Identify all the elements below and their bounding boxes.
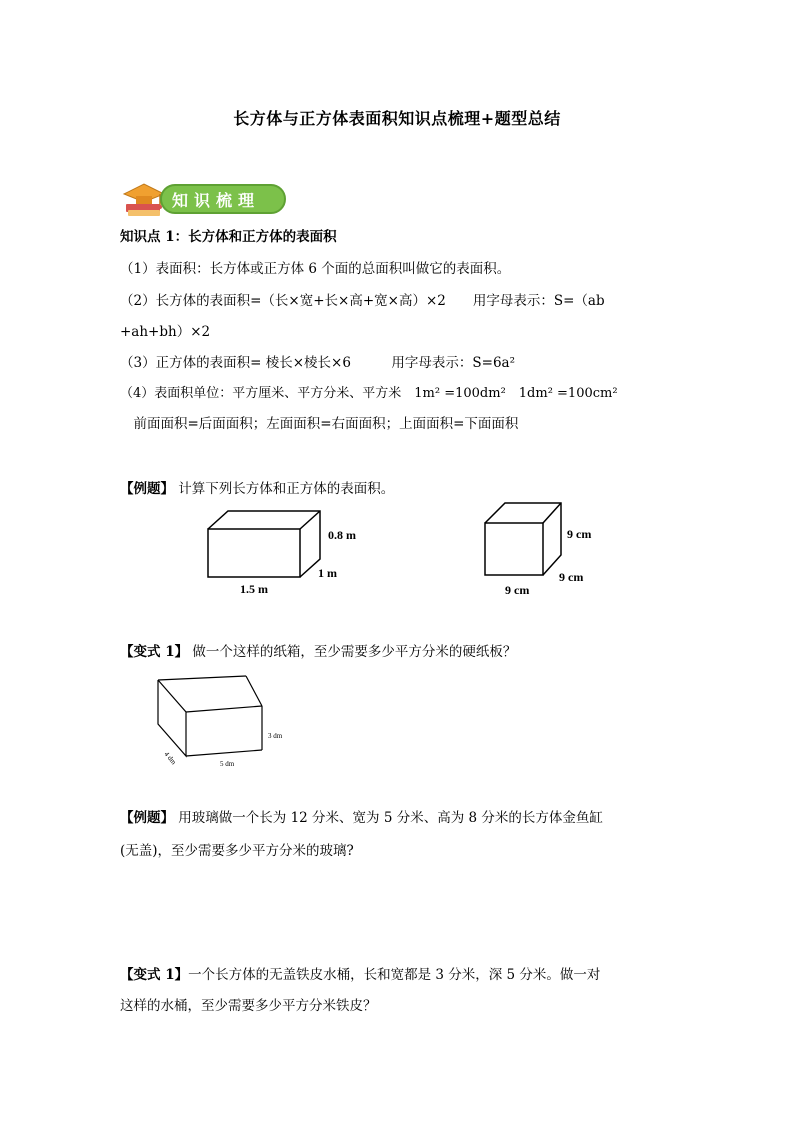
example-2-text: 用玻璃做一个长为 12 分米、宽为 5 分米、高为 8 分米的长方体金鱼缸: [174, 810, 603, 826]
variant-2-text: 一个长方体的无盖铁皮水桶，长和宽都是 3 分米，深 5 分米。做一对: [188, 967, 601, 983]
cube-figure: [475, 495, 615, 605]
box-height-label: 3 dm: [268, 732, 283, 740]
example-2-tag: 【例题】: [120, 810, 174, 826]
knowledge-line-6: 前面面积=后面面积；左面面积=右面面积；上面面积=下面面积: [120, 416, 519, 432]
knowledge-line-2: （2）长方体的表面积=（长×宽+长×高+宽×高）×2 用字母表示：S=（ab: [120, 293, 605, 309]
box-length-label: 5 dm: [220, 760, 235, 768]
example-text: 计算下列长方体和正方体的表面积。: [174, 481, 395, 497]
variant-2-tag: 【变式 1】: [120, 967, 189, 983]
knowledge-line-3: +ah+bh）×2: [120, 324, 211, 340]
knowledge-badge: [120, 180, 290, 220]
knowledge-line-4: （3）正方体的表面积= 棱长×棱长×6 用字母表示：S=6a²: [120, 355, 516, 371]
variant-tag: 【变式 1】: [120, 644, 189, 660]
cuboid-figure: [200, 505, 380, 605]
cuboid-width-label: 1 m: [318, 566, 337, 580]
example-tag: 【例题】: [120, 481, 174, 497]
cube-height-label: 9 cm: [567, 527, 592, 541]
knowledge-heading: 知识点 1：长方体和正方体的表面积: [120, 229, 337, 245]
cuboid-length-label: 1.5 m: [240, 582, 268, 596]
cube-width-label: 9 cm: [559, 570, 584, 584]
cuboid-height-label: 0.8 m: [328, 528, 356, 542]
box-figure: [150, 668, 300, 778]
cube-length-label: 9 cm: [505, 583, 530, 597]
knowledge-line-1: （1）表面积：长方体或正方体 6 个面的总面积叫做它的表面积。: [120, 261, 511, 277]
example-2-line-2: (无盖)，至少需要多少平方分米的玻璃?: [120, 843, 354, 859]
knowledge-line-5: （4）表面积单位：平方厘米、平方分米、平方米 1m² =100dm² 1dm² =100cm²: [120, 386, 618, 401]
example-1: [120, 481, 394, 497]
variant-1: [120, 644, 516, 660]
variant-text: 做一个这样的纸箱，至少需要多少平方分米的硬纸板？: [188, 644, 517, 660]
box-depth-label: 4 dm: [162, 750, 178, 767]
variant-2-line-1: [120, 967, 600, 983]
variant-2-line-2: 这样的水桶，至少需要多少平方分米铁皮？: [120, 998, 377, 1014]
page-title: 长方体与正方体表面积知识点梳理+题型总结: [233, 109, 561, 128]
example-2-line-1: [120, 810, 603, 826]
badge-label: 知识梳理: [172, 191, 261, 210]
